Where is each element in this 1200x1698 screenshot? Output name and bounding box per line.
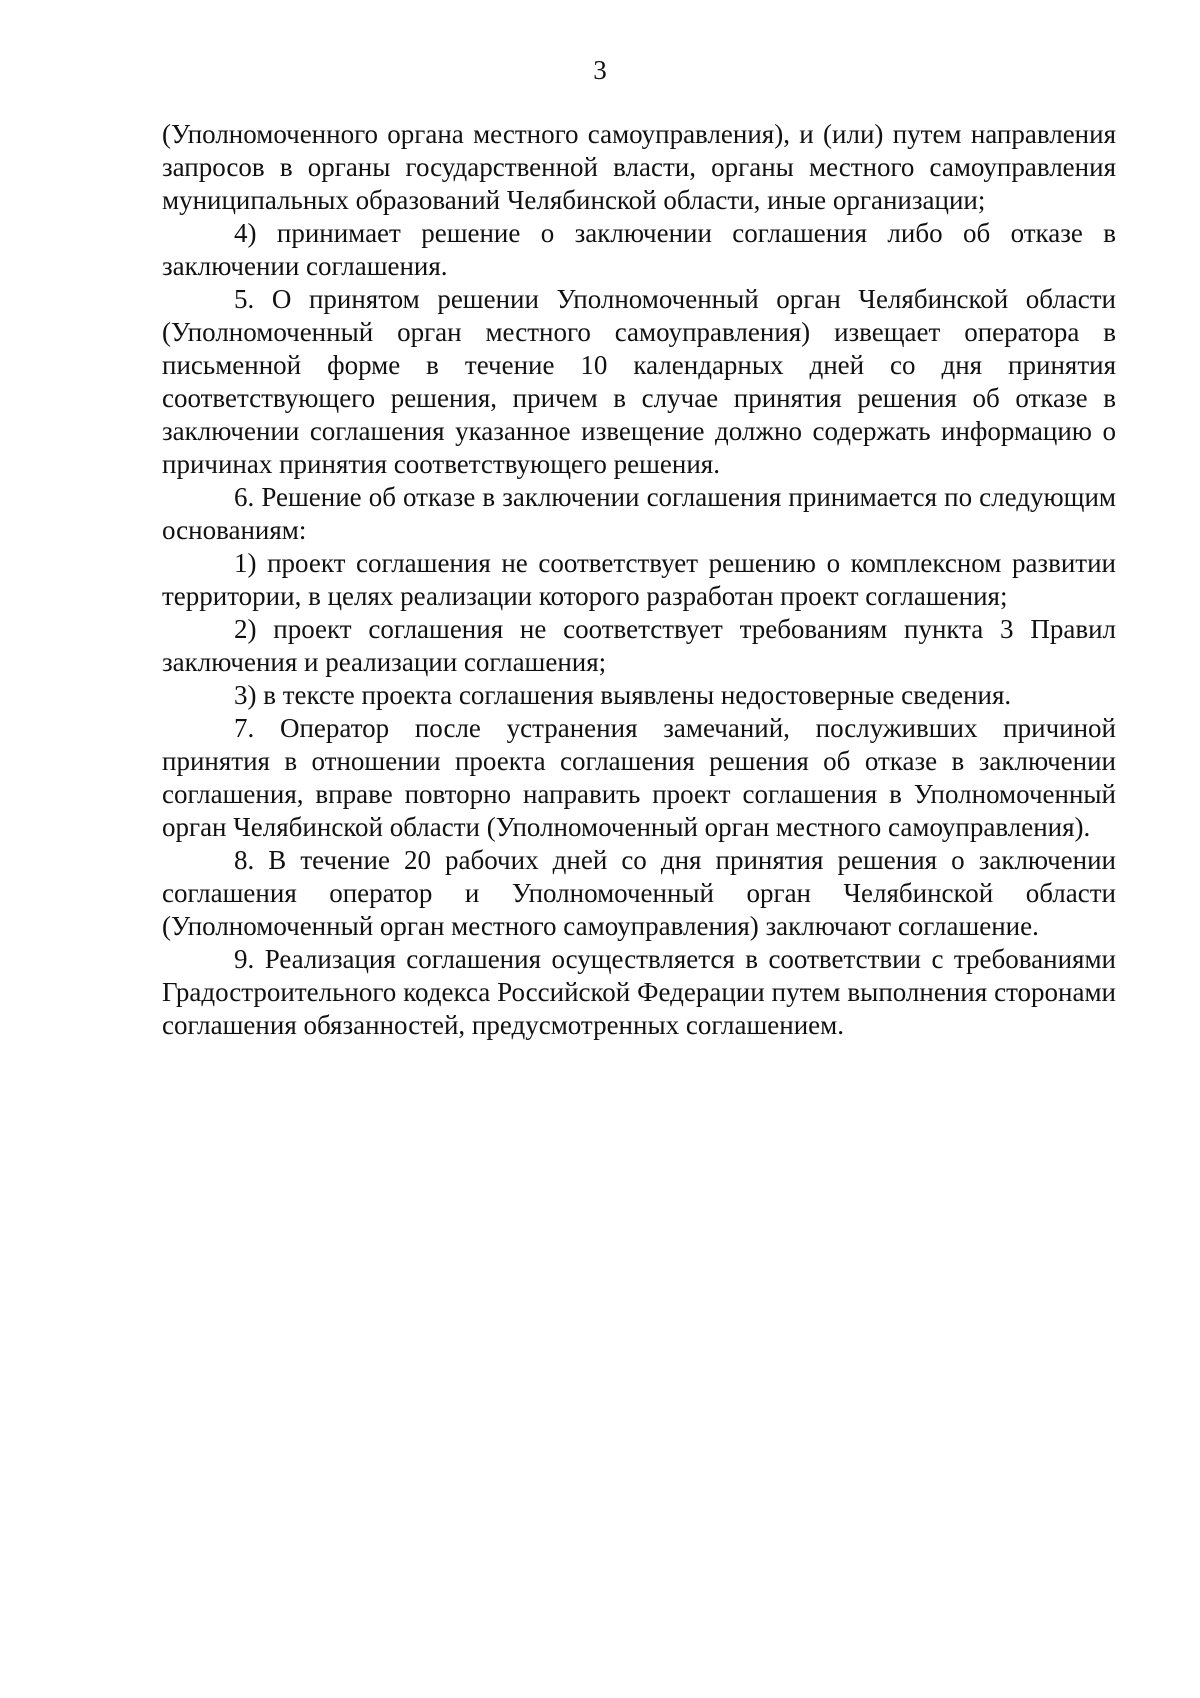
paragraph-point-6: 6. Решение об отказе в заключении соглашения принимается по следующим основаниям:: [162, 482, 1116, 545]
document-body: [162, 118, 1116, 1042]
paragraph-subitem-2: 2) проект соглашения не соответствует требованиям пункта 3 Правил заключения и реализации соглашения;: [162, 614, 1116, 677]
paragraph-subitem-3: 3) в тексте проекта соглашения выявлены недостоверные сведения.: [234, 680, 1012, 710]
paragraph-continuation: (Уполномоченного органа местного самоуправления), и (или) путем направления запросов в органы государственной власти, органы местного самоуправления муниципальных образований Челябинской области, иные организации;: [162, 119, 1116, 215]
paragraph-point-9: 9. Реализация соглашения осуществляется в соответствии с требованиями Градостроительного кодекса Российской Федерации путем выполнения сторонами соглашения обязанностей, предусмотренных соглашением.: [162, 944, 1116, 1040]
paragraph-point-5: 5. О принятом решении Уполномоченный орган Челябинской области (Уполномоченный орган местного самоуправления) извещает оператора в письменной форме в течение 10 календарных дней со дня принятия соответствующего решения, причем в случае принятия решения об отказе в заключении соглашения указанное извещение должно содержать информацию о причинах принятия соответствующего решения.: [162, 284, 1116, 479]
paragraph-item-4: 4) принимает решение о заключении соглашения либо об отказе в заключении соглашения.: [162, 218, 1116, 281]
paragraph-point-8: 8. В течение 20 рабочих дней со дня принятия решения о заключении соглашения оператор и Уполномоченный орган Челябинской области (Уполномоченный орган местного самоуправления) заключают соглашение.: [162, 845, 1116, 941]
paragraph-subitem-1: 1) проект соглашения не соответствует решению о комплексном развитии территории, в целях реализации которого разработан проект соглашения;: [162, 548, 1116, 611]
page-number: 3: [593, 55, 607, 85]
paragraph-point-7: 7. Оператор после устранения замечаний, послуживших причиной принятия в отношении проекта соглашения решения об отказе в заключении соглашения, вправе повторно направить проект соглашения в Уполномоченный орган Челябинской области (Уполномоченный орган местного самоуправления).: [162, 713, 1116, 842]
